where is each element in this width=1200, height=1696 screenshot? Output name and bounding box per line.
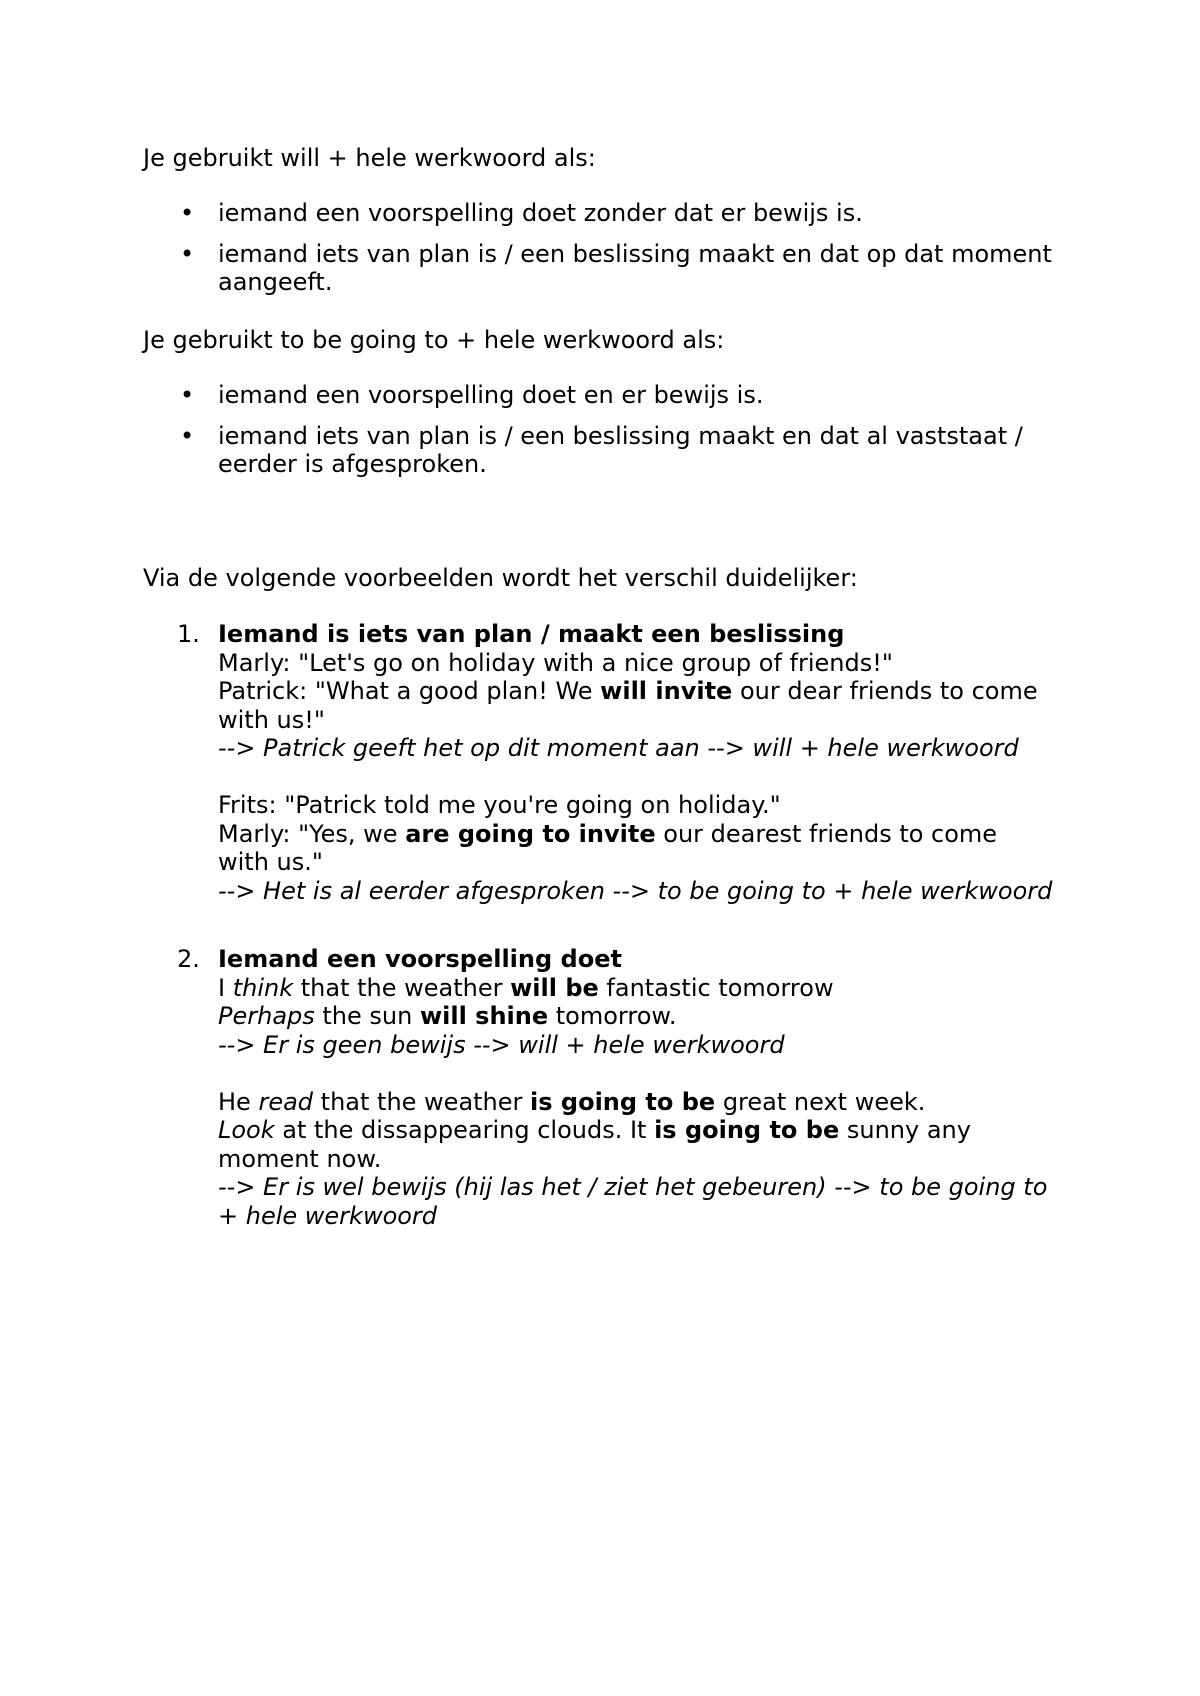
- example-heading: Iemand is iets van plan / maakt een beslissing: [218, 620, 845, 648]
- will-intro: Je gebruikt will + hele werkwoord als:: [143, 144, 596, 172]
- examples-intro: Via de volgende voorbeelden wordt het verschil duidelijker:: [143, 564, 858, 592]
- list-item: • iemand een voorspelling doet zonder dat er bewijs is.: [143, 199, 1083, 228]
- example-number: 2.: [177, 945, 200, 973]
- example-item-1: 1. Iemand is iets van plan / maakt een beslissing Marly: "Let's go on holiday with a nice group of friends!" Patrick: "What a good plan! We will invite our dear friends to come with us!" --> Patrick geeft het op dit moment aan --> will + hele werkwoord Frits: "Patrick told me you're going on holiday." Marly: "Yes, we are going to invite our dearest friends to come with us." --> Het is al eerder afgesproken --> to be going to + hele werkwoord: [177, 620, 1053, 905]
- example-number: 1.: [177, 620, 200, 648]
- going-bullet-list: [143, 381, 1083, 491]
- list-item: • iemand iets van plan is / een beslissing maakt en dat op dat moment aangeeft.: [143, 240, 1083, 297]
- list-item: • iemand iets van plan is / een beslissing maakt en dat al vaststaat / eerder is afgesproken.: [143, 422, 1083, 479]
- list-item: • iemand een voorspelling doet en er bewijs is.: [143, 381, 1083, 410]
- going-intro: Je gebruikt to be going to + hele werkwoord als:: [143, 326, 725, 354]
- example-heading: Iemand een voorspelling doet: [218, 945, 622, 973]
- will-bullet-list: [143, 199, 1083, 309]
- example-item-2: 2. Iemand een voorspelling doet I think that the weather will be fantastic tomorrow Perhaps the sun will shine tomorrow. --> Er is geen bewijs --> will + hele werkwoord He read that the weather is going to be great next week. Look at the dissappearing clouds. It is going to be sunny any moment now. --> Er is wel bewijs (hij las het / ziet het gebeuren) --> to be going to + hele werkwoord: [177, 945, 1048, 1230]
